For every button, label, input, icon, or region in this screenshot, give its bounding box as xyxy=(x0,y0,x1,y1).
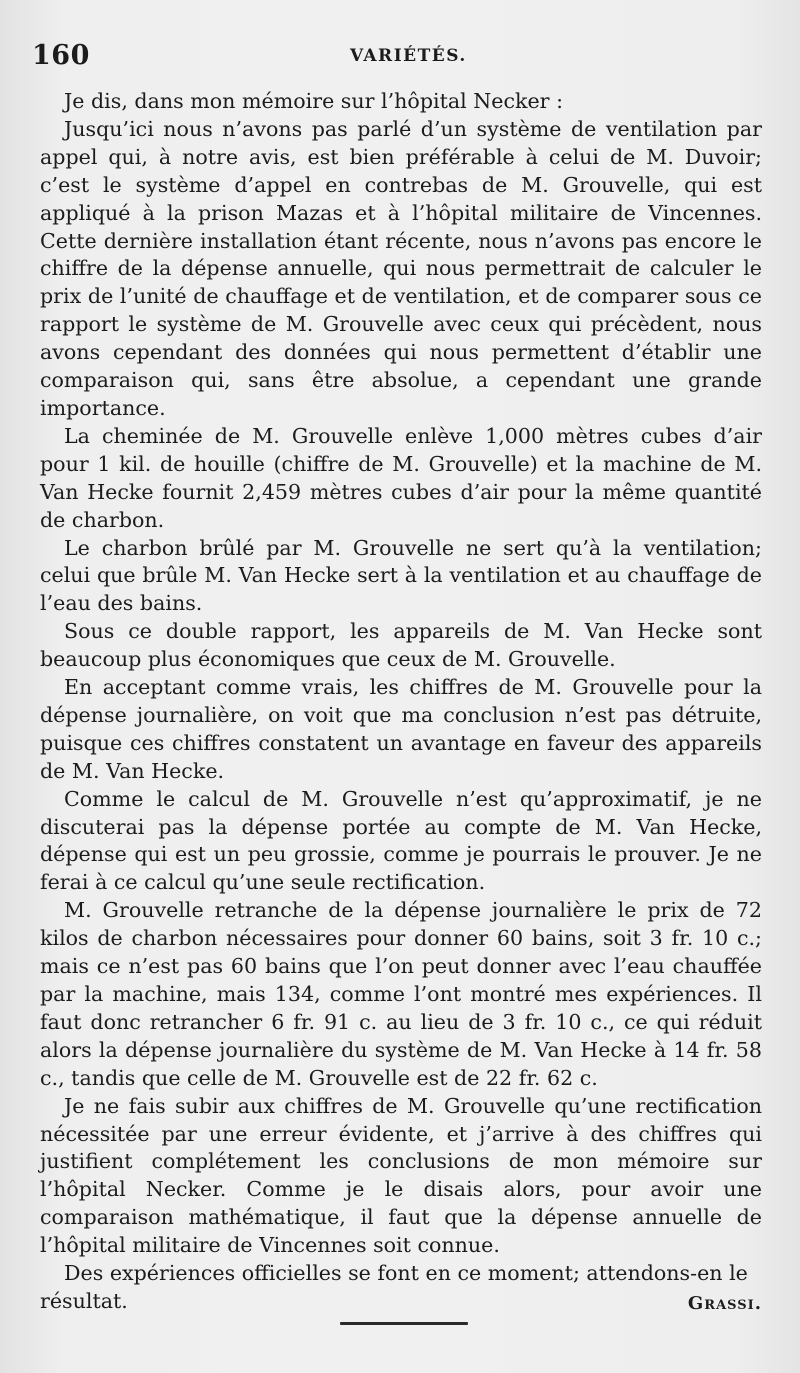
closing-line xyxy=(40,1288,762,1316)
closing-word: résultat. xyxy=(40,1288,128,1313)
paragraph: Jusqu’ici nous n’avons pas parlé d’un système de ventilation par appel qui, à notre avis, est bien préférable à celui de M. Duvoir; c’est le système d’appel en contrebas de M. Grouvelle, qui est appliqué à la prison Mazas et à l’hôpital militaire de Vincennes. Cette dernière installation étant récente, nous n’avons pas encore le chiffre de la dépense annuelle, qui nous permettrait de calculer le prix de l’unité de chauffage et de ventilation, et de comparer sous ce rapport le système de M. Grouvelle avec ceux qui précèdent, nous avons cependant des données qui nous permettent d’établir une comparaison qui, sans être absolue, a cependant une grande importance. xyxy=(40,116,762,420)
author-signature: Grassi. xyxy=(687,1292,762,1314)
paragraph: M. Grouvelle retranche de la dépense journalière le prix de 72 kilos de charbon nécessaires pour donner 60 bains, soit 3 fr. 10 c.; mais ce n’est pas 60 bains que l’on peut donner avec l’eau chauffée par la machine, mais 134, comme l’ont montré mes expériences. Il faut donc retrancher 6 fr. 91 c. au lieu de 3 fr. 10 c., ce qui réduit alors la dépense journalière du système de M. Van Hecke à 14 fr. 58 c., tandis que celle de M. Grouvelle est de 22 fr. 62 c. xyxy=(40,898,762,1090)
paragraph: Le charbon brûlé par M. Grouvelle ne sert qu’à la ventilation; celui que brûle M. Van Hecke sert à la ventilation et au chauffage de l’eau des bains. xyxy=(40,535,762,616)
end-rule xyxy=(340,1322,468,1325)
paragraph: Comme le calcul de M. Grouvelle n’est qu’approximatif, je ne discuterai pas la dépense portée au compte de M. Van Hecke, dépense qui est un peu grossie, comme je pourrais le prouver. Je ne ferai à ce calcul qu’une seule rectification. xyxy=(40,786,762,895)
paragraph: Sous ce double rapport, les appareils de M. Van Hecke sont beaucoup plus économiques que ceux de M. Grouvelle. xyxy=(40,619,762,672)
paragraph: Je ne fais subir aux chiffres de M. Grouvelle qu’une rectification nécessitée par une erreur évidente, et j’arrive à des chiffres qui justifient complétement les conclusions de mon mémoire sur l’hôpital Necker. Comme je le disais alors, pour avoir une comparaison mathématique, il faut que la dépense annuelle de l’hôpital militaire de Vincennes soit connue. xyxy=(40,1093,762,1258)
page-header xyxy=(32,38,772,78)
running-head: VARIÉTÉS. xyxy=(350,46,467,66)
paragraph: En acceptant comme vrais, les chiffres de M. Grouvelle pour la dépense journalière, on voit que ma conclusion n’est pas détruite, puisque ces chiffres constatent un avantage en faveur des appareils de M. Van Hecke. xyxy=(40,675,762,783)
paragraph: La cheminée de M. Grouvelle enlève 1,000 mètres cubes d’air pour 1 kil. de houille (chiffre de M. Grouvelle) et la machine de M. Van Hecke fournit 2,459 mètres cubes d’air pour la même quantité de charbon. xyxy=(40,423,762,532)
paragraph: Je dis, dans mon mémoire sur l’hôpital Necker : xyxy=(64,89,564,113)
page-number: 160 xyxy=(32,40,90,71)
paragraph: Des expériences officielles se font en ce moment; attendons-en le xyxy=(64,1261,748,1286)
body-text xyxy=(40,88,762,1316)
